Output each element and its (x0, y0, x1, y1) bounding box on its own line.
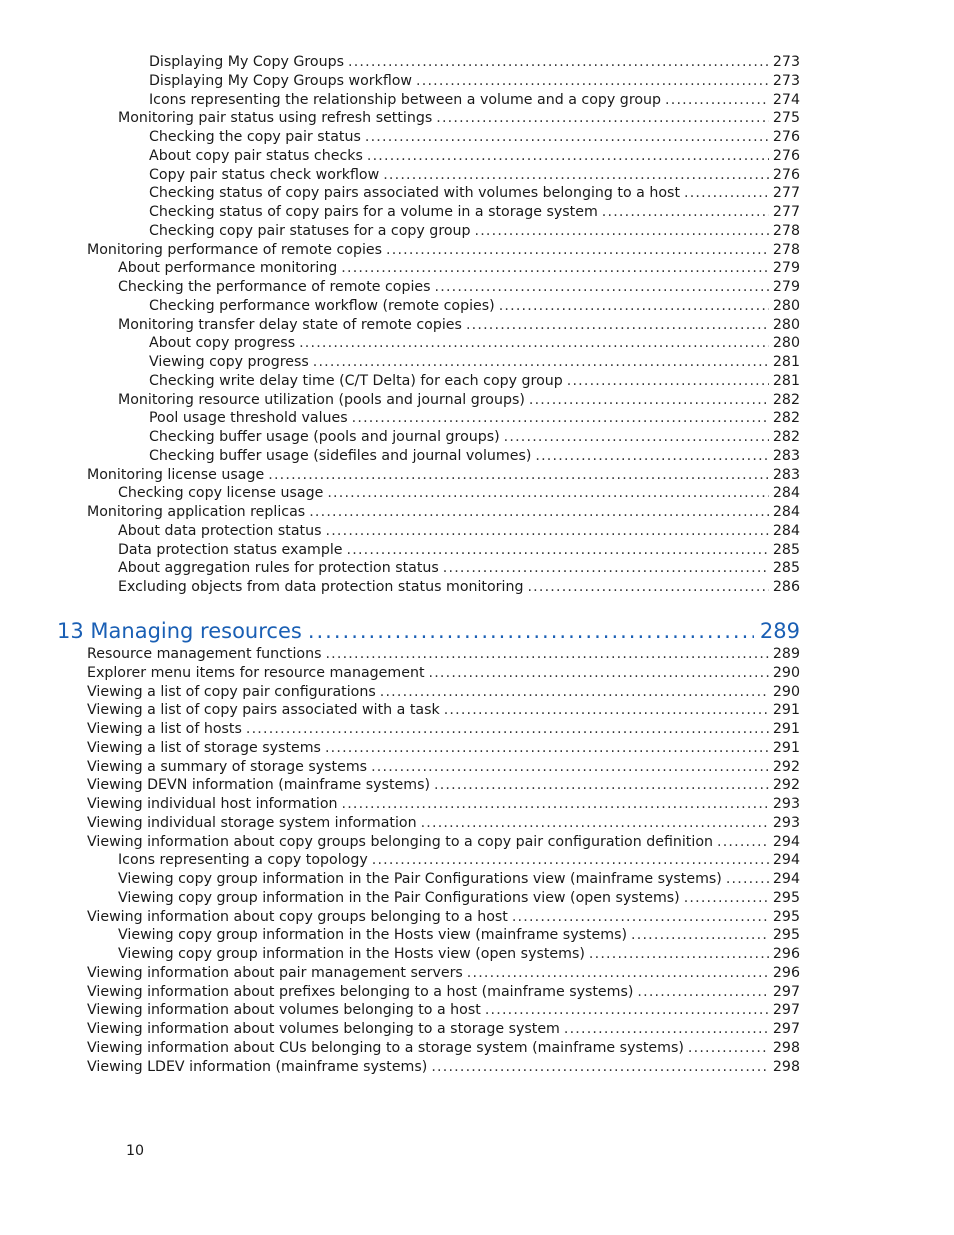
toc-entry-page-number: 281 (772, 372, 800, 389)
dot-leader (347, 541, 769, 560)
toc-entry-title: Viewing a summary of storage systems (87, 758, 368, 775)
toc-entry-page-number: 280 (772, 335, 800, 352)
toc-entry[interactable] (149, 72, 800, 91)
toc-entry-page-number: 284 (772, 504, 800, 520)
dot-leader (326, 522, 769, 541)
dot-leader (499, 297, 769, 316)
dot-leader (467, 964, 769, 983)
toc-entry-title: Excluding objects from data protection status monitoring (118, 579, 524, 595)
toc-entry[interactable] (149, 447, 800, 466)
toc-entry-title: About performance monitoring (118, 260, 338, 277)
toc-entry-title: Viewing copy group information in the Pair Configurations view (mainframe systems) (118, 871, 722, 887)
dot-leader (327, 484, 769, 503)
toc-entry-page-number: 296 (772, 946, 800, 962)
toc-entry[interactable] (118, 945, 800, 964)
toc-entry[interactable] (118, 109, 800, 128)
toc-entry-title: Viewing information about volumes belonging to a storage system (87, 1021, 560, 1037)
dot-leader (429, 664, 769, 683)
toc-entry[interactable] (149, 53, 800, 72)
toc-entry[interactable] (87, 466, 800, 485)
toc-entry-title: Viewing a list of copy pairs associated with a task (87, 702, 440, 719)
toc-entry[interactable] (149, 372, 800, 391)
dot-leader (436, 109, 769, 128)
toc-entry-title: Monitoring application replicas (87, 504, 306, 520)
toc-entry[interactable] (118, 391, 800, 410)
toc-entry-title: Resource management functions (87, 646, 322, 662)
toc-entry-page-number: 282 (772, 410, 800, 427)
dot-leader (434, 776, 769, 795)
dot-leader (444, 701, 769, 720)
toc-entry-title: Checking write delay time (C/T Delta) for each copy group (149, 372, 563, 389)
toc-entry-page-number: 289 (772, 646, 800, 662)
toc-entry[interactable] (87, 795, 800, 814)
toc-entry[interactable] (149, 91, 800, 110)
dot-leader (431, 1058, 769, 1077)
dot-leader (246, 720, 769, 739)
toc-entry-page-number: 283 (772, 447, 800, 464)
toc-entry[interactable] (149, 409, 800, 428)
toc-entry-title: Checking copy license usage (118, 485, 324, 502)
toc-entry[interactable] (118, 851, 800, 870)
toc-entry-page-number: 297 (772, 1002, 800, 1019)
dot-leader (535, 447, 769, 466)
dot-leader (435, 278, 769, 297)
toc-entry-title: Viewing information about CUs belonging to a storage system (mainframe systems) (87, 1039, 684, 1056)
toc-entry-page-number: 280 (772, 297, 800, 314)
toc-entry-page-number: 282 (772, 391, 800, 408)
toc-entry-page-number: 284 (772, 522, 800, 539)
toc-entry[interactable] (87, 758, 800, 777)
toc-entry-page-number: 273 (772, 72, 800, 89)
dot-leader (512, 908, 769, 927)
toc-entry[interactable] (87, 1058, 800, 1077)
toc-entry-page-number: 292 (772, 777, 800, 794)
toc-entry-title: Explorer menu items for resource management (87, 664, 425, 681)
toc-entry[interactable] (149, 166, 800, 185)
toc-entry[interactable] (149, 297, 800, 316)
toc-entry[interactable] (149, 353, 800, 372)
toc-entry-title: Viewing information about prefixes belonging to a host (mainframe systems) (87, 983, 634, 1000)
toc-entry-page-number: 280 (772, 316, 800, 333)
toc-entry[interactable] (118, 316, 800, 335)
toc-entry-page-number: 278 (772, 222, 800, 239)
dot-leader (313, 353, 769, 372)
dot-leader (564, 1020, 769, 1039)
toc-entry[interactable] (87, 776, 800, 795)
toc-entry-page-number: 294 (772, 833, 800, 850)
dot-leader (684, 889, 769, 908)
toc-entry-page-number: 285 (772, 541, 800, 558)
toc-entry[interactable] (118, 926, 800, 945)
toc-entry-page-number: 279 (772, 260, 800, 277)
toc-entry-title: Displaying My Copy Groups workflow (149, 72, 413, 89)
toc-entry[interactable] (87, 683, 800, 702)
toc-entry-page-number: 295 (772, 927, 800, 944)
toc-section-continued (0, 53, 954, 597)
dot-leader (443, 559, 769, 578)
toc-entry[interactable] (149, 147, 800, 166)
toc-entry-title: Viewing LDEV information (mainframe systems) (87, 1058, 428, 1075)
toc-entry-title: Monitoring transfer delay state of remote copies (118, 316, 462, 333)
toc-entry-page-number: 282 (772, 429, 800, 445)
toc-entry[interactable] (87, 964, 800, 983)
toc-entry-title: Viewing copy progress (149, 354, 309, 370)
toc-entry-page-number: 294 (772, 871, 800, 887)
toc-entry-title: Viewing a list of copy pair configurations (87, 683, 376, 700)
toc-entry-page-number: 292 (772, 758, 800, 775)
toc-entry[interactable] (118, 278, 800, 297)
toc-entry-title: Checking the copy pair status (149, 129, 361, 145)
toc-entry-page-number: 298 (772, 1039, 800, 1056)
dot-leader (352, 409, 769, 428)
toc-entry-title: Monitoring performance of remote copies (87, 241, 383, 258)
toc-entry[interactable] (149, 334, 800, 353)
toc-entry-page-number: 273 (772, 54, 800, 70)
toc-entry-page-number: 277 (772, 185, 800, 202)
toc-entry-title: Viewing copy group information in the Hosts view (mainframe systems) (118, 927, 628, 944)
toc-entry[interactable] (118, 484, 800, 503)
toc-entry[interactable] (149, 203, 800, 222)
toc-entry-page-number: 275 (772, 110, 800, 127)
chapter-dot-leader (308, 615, 754, 647)
toc-entry[interactable] (87, 814, 800, 833)
toc-entry-title: Viewing copy group information in the Pair Configurations view (open systems) (118, 889, 680, 906)
page-number: 10 (126, 1143, 145, 1159)
dot-leader (365, 128, 769, 147)
toc-entry-title: Data protection status example (118, 541, 343, 558)
toc-entry-page-number: 285 (772, 560, 800, 577)
dot-leader (342, 795, 769, 814)
dot-leader (567, 372, 769, 391)
dot-leader (372, 851, 769, 870)
toc-entry-title: Checking copy pair statuses for a copy group (149, 222, 471, 239)
dot-leader (665, 91, 769, 110)
dot-leader (348, 53, 769, 72)
toc-entry[interactable] (118, 522, 800, 541)
toc-entry[interactable] (87, 503, 800, 522)
toc-entry-page-number: 274 (772, 91, 800, 108)
dot-leader (325, 645, 768, 664)
toc-entry[interactable] (149, 428, 800, 447)
toc-entry-page-number: 276 (772, 166, 800, 183)
toc-entry-title: Viewing information about copy groups belonging to a copy pair configuration definition (87, 833, 713, 850)
toc-entry[interactable] (87, 833, 800, 852)
toc-entry-title: Viewing information about pair management servers (87, 964, 463, 981)
dot-leader (637, 983, 768, 1002)
dot-leader (631, 926, 769, 945)
dot-leader (466, 316, 769, 335)
toc-entry[interactable] (87, 908, 800, 927)
toc-entry-page-number: 293 (772, 796, 800, 812)
toc-entry-page-number: 291 (772, 721, 800, 737)
toc-entry[interactable] (118, 889, 800, 908)
toc-entry-page-number: 297 (772, 983, 800, 1000)
dot-leader (527, 578, 768, 597)
toc-entry-title: Viewing DEVN information (mainframe systems) (87, 777, 431, 794)
toc-entry-title: Checking status of copy pairs for a volume in a storage system (149, 204, 598, 220)
dot-leader (717, 833, 769, 852)
dot-leader (383, 166, 769, 185)
toc-entry-title: Copy pair status check workflow (149, 166, 380, 183)
dot-leader (416, 72, 769, 91)
dot-leader (380, 683, 769, 702)
toc-entry[interactable] (149, 222, 800, 241)
toc-entry[interactable] (118, 870, 800, 889)
toc-entry[interactable] (87, 645, 800, 664)
toc-entry-title: Viewing individual storage system information (87, 814, 417, 831)
dot-leader (371, 758, 769, 777)
toc-entry-title: Checking buffer usage (pools and journal groups) (149, 429, 500, 445)
dot-leader (475, 222, 769, 241)
toc-entry[interactable] (87, 1001, 800, 1020)
dot-leader (268, 466, 769, 485)
toc-entry-page-number: 291 (772, 702, 800, 719)
toc-entry-page-number: 295 (772, 889, 800, 906)
dot-leader (421, 814, 769, 833)
toc-entry[interactable] (118, 559, 800, 578)
toc-entry[interactable] (87, 720, 800, 739)
toc-entry[interactable] (87, 1020, 800, 1039)
toc-entry-title: About data protection status (118, 522, 322, 539)
toc-entry[interactable] (118, 259, 800, 278)
toc-entry-page-number: 276 (772, 129, 800, 145)
toc-entry-title: About copy pair status checks (149, 147, 363, 164)
dot-leader (589, 945, 769, 964)
toc-entry-page-number: 294 (772, 852, 800, 869)
toc-entry-page-number: 295 (772, 908, 800, 925)
toc-entry-page-number: 298 (772, 1058, 800, 1075)
toc-entry-title: Checking buffer usage (sidefiles and journal volumes) (149, 447, 532, 464)
toc-entry-title: Viewing a list of storage systems (87, 739, 321, 756)
toc-entry-title: About aggregation rules for protection status (118, 560, 439, 577)
dot-leader (688, 1039, 769, 1058)
dot-leader (325, 739, 769, 758)
toc-entry-title: Monitoring resource utilization (pools and journal groups) (118, 391, 525, 408)
toc-entry-title: Viewing information about copy groups belonging to a host (87, 908, 508, 925)
toc-entry-page-number: 278 (772, 241, 800, 258)
toc-entry-title: Checking status of copy pairs associated with volumes belonging to a host (149, 185, 681, 202)
toc-entry[interactable] (87, 739, 800, 758)
toc-entry-title: Viewing information about volumes belonging to a host (87, 1002, 481, 1019)
toc-section-chapter-13 (0, 645, 954, 1076)
toc-entry-page-number: 290 (772, 683, 800, 700)
toc-entry[interactable] (87, 983, 800, 1002)
dot-leader (684, 184, 769, 203)
dot-leader (529, 391, 769, 410)
toc-entry[interactable] (118, 578, 800, 597)
dot-leader (309, 503, 769, 522)
dot-leader (367, 147, 769, 166)
toc-entry-title: Pool usage threshold values (149, 410, 348, 427)
toc-entry-title: Displaying My Copy Groups (149, 54, 344, 70)
toc-entry[interactable] (87, 241, 800, 260)
toc-entry-page-number: 283 (772, 466, 800, 483)
toc-entry-page-number: 281 (772, 354, 800, 370)
toc-entry-title: About copy progress (149, 335, 296, 352)
dot-leader (504, 428, 769, 447)
toc-entry-title: Checking performance workflow (remote copies) (149, 297, 495, 314)
toc-entry[interactable] (149, 184, 800, 203)
toc-entry-page-number: 291 (772, 739, 800, 756)
toc-entry-title: Checking the performance of remote copies (118, 279, 431, 295)
toc-entry[interactable] (87, 664, 800, 683)
toc-entry-page-number: 277 (772, 204, 800, 220)
toc-entry-title: Viewing copy group information in the Hosts view (open systems) (118, 946, 585, 962)
toc-entry-page-number: 290 (772, 664, 800, 681)
toc-entry[interactable] (149, 128, 800, 147)
toc-entry[interactable] (118, 541, 800, 560)
toc-entry-page-number: 284 (772, 485, 800, 502)
chapter-page-number: 289 (759, 619, 800, 643)
dot-leader (602, 203, 769, 222)
toc-entry-title: Monitoring pair status using refresh settings (118, 110, 433, 127)
toc-entry[interactable] (87, 701, 800, 720)
toc-entry-title: Icons representing a copy topology (118, 852, 368, 869)
toc-entry-page-number: 293 (772, 814, 800, 831)
chapter-title: 13 Managing resources (57, 619, 302, 643)
toc-entry-title: Viewing individual host information (87, 796, 338, 812)
dot-leader (341, 259, 769, 278)
toc-entry-page-number: 286 (772, 579, 800, 595)
toc-entry-page-number: 279 (772, 279, 800, 295)
toc-entry-title: Icons representing the relationship between a volume and a copy group (149, 91, 662, 108)
toc-entry-page-number: 297 (772, 1021, 800, 1037)
toc-entry[interactable] (87, 1039, 800, 1058)
dot-leader (386, 241, 769, 260)
dot-leader (485, 1001, 769, 1020)
dot-leader (299, 334, 769, 353)
toc-entry-page-number: 276 (772, 147, 800, 164)
dot-leader (726, 870, 769, 889)
chapter-heading[interactable] (57, 615, 800, 647)
toc-entry-page-number: 296 (772, 964, 800, 981)
toc-entry-title: Monitoring license usage (87, 466, 265, 483)
toc-entry-title: Viewing a list of hosts (87, 721, 242, 737)
